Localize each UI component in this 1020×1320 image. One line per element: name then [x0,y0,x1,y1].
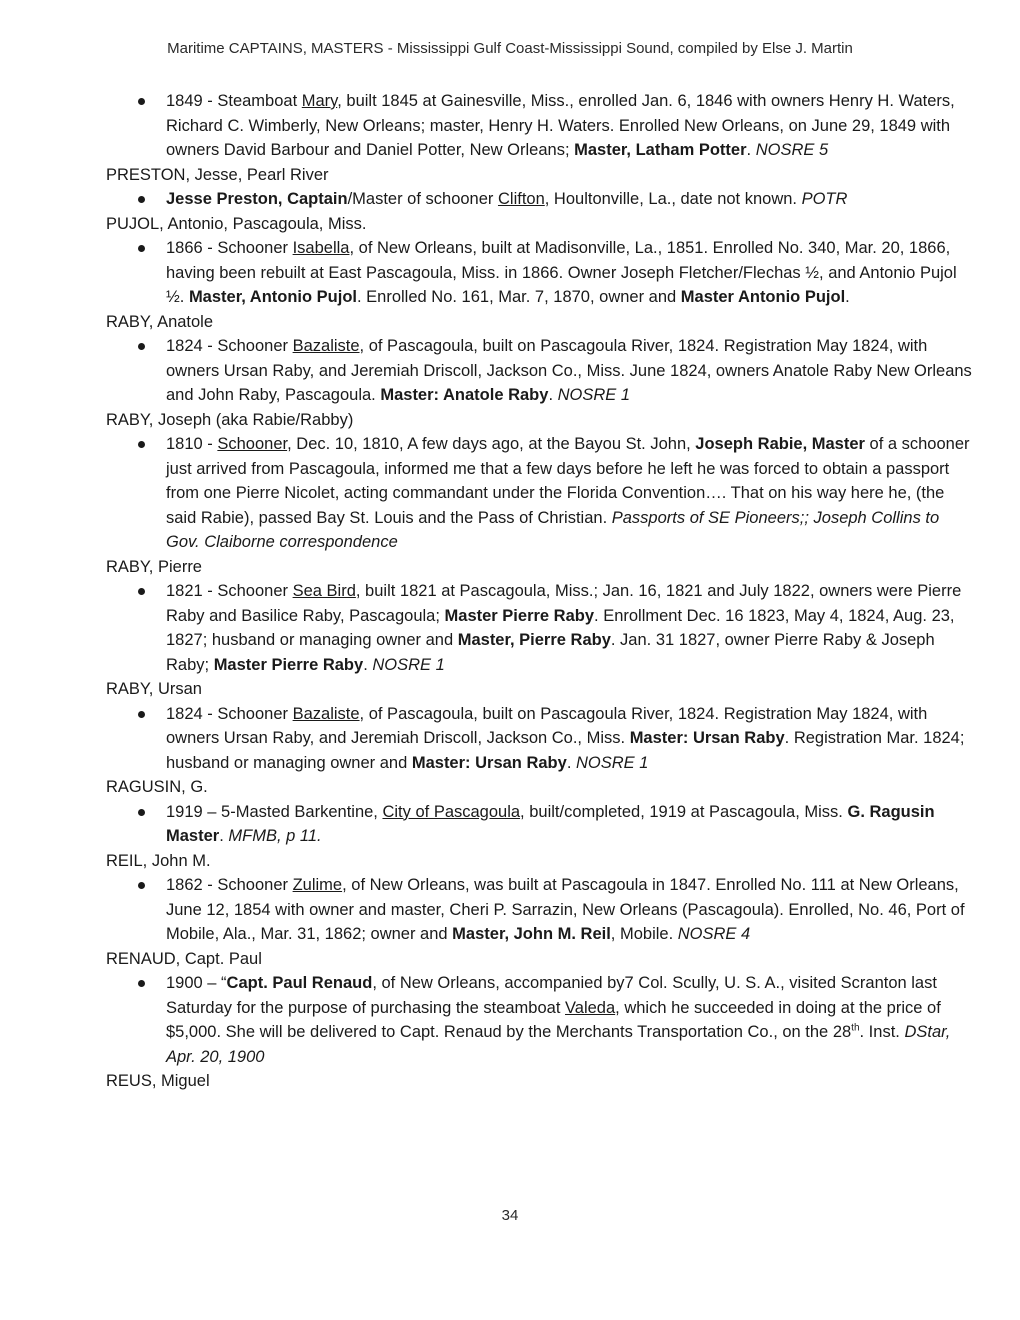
entry-item [106,873,976,947]
entry-items [106,432,976,555]
source-citation: POTR [801,190,848,208]
master-highlight: Master, Pierre Raby [457,631,611,649]
source-citation: Passports of SE Pioneers;; Joseph Collins to Gov. Claiborne correspondence [166,508,940,551]
master-highlight: Joseph Rabie, Master [695,435,865,453]
captain-name: RAGUSIN, G. [106,778,208,796]
entry-text: . [566,753,576,772]
entry-item [106,236,976,310]
captain-name: PUJOL, Antonio, Pascagoula, Miss. [106,214,367,233]
entry-items [106,873,976,947]
entry-text: 1866 - Schooner [166,239,293,257]
running-header: Maritime CAPTAINS, MASTERS - Mississippi Gulf Coast-Mississippi Sound, compiled by Else J. Martin [167,40,853,57]
vessel-name: Mary [301,92,338,110]
master-highlight: Capt. Paul Renaud [226,974,373,992]
entry-list [106,89,976,1094]
master-highlight: G. Ragusin Master [166,802,935,845]
entry-text: of a schooner just arrived from Pascagoula, informed me that a few days before he left he was forced to obtain a passport from one Pierre Nicolet, acting commandant under the Florida Convention…. That on his way here he, (the said Rabie), passed Bay St. Louis and the Pass of Christian. [166,435,970,527]
source-citation: NOSRE 1 [576,753,649,772]
entry-text: , built/completed, 1919 at Pascagoula, Miss. [520,802,848,821]
captain-name: REIL, John M. [106,851,211,870]
continued-entry-items [106,89,976,163]
master-highlight: Master: Ursan Raby [629,729,785,747]
entry-text: . [746,141,756,159]
vessel-name: Zulime [292,876,343,894]
entry-item [106,579,976,677]
entry-item [106,187,976,212]
master-highlight: Master, Latham Potter [574,141,747,159]
vessel-name: Valeda [565,998,616,1017]
entry-items [106,579,976,677]
entry-items [106,971,976,1069]
entry-item [106,702,976,776]
entry-text: . Enrollment Dec. 16 1823, May 4, 1824, Aug. 23, 1827; husband or managing owner and [166,606,955,649]
page-number: 34 [501,1207,519,1224]
entry-item [106,800,976,849]
entry-text: 1919 – 5-Masted Barkentine, [166,802,383,821]
entry-text: , built 1821 at Pascagoula, Miss.; Jan. 16, 1821 and July 1822, owners were Pierre Raby and Basilice Raby, Pascagoula; [166,582,962,625]
entry-text: /Master of schooner [347,190,498,208]
vessel-name: City of Pascagoula [382,802,521,821]
vessel-name: Bazaliste [292,704,360,723]
captain-name: RABY, Pierre [106,557,202,576]
entry-items [106,800,976,849]
vessel-name: Isabella [292,239,350,257]
entry-text: , which he succeeded in doing at the price of $5,000. She will be delivered to Capt. Renaud by the Merchants Transportation Co., on the 28 [166,998,941,1041]
master-highlight: Master, Antonio Pujol [188,288,357,306]
entry-text: , of New Orleans, built at Madisonville, La., 1851. Enrolled No. 340, Mar. 20, 1866, having been rebuilt at East Pascagoula, Miss. in 1866. Owner Joseph Fletcher/Flechas ½, and Antonio Pujol ½. [166,239,957,306]
source-citation: NOSRE 4 [677,925,751,943]
entry-text: 1821 - Schooner [166,582,293,600]
entry-text: . [363,655,373,674]
master-highlight: Jesse Preston, Captain [166,190,348,208]
entry-text: 1900 – “ [166,974,227,992]
master-highlight: Master, John M. Reil [452,925,611,943]
entry-text: th [851,1022,860,1034]
entry-text: . [219,827,229,845]
entry-text: 1824 - Schooner [166,337,293,355]
captain-name: RABY, Anatole [106,312,214,331]
entry-text: . Enrolled No. 161, Mar. 7, 1870, owner and [357,288,681,306]
entry-text: , of New Orleans, accompanied by7 Col. Scully, U. S. A., visited Scranton last Saturday for the purpose of purchasing the steamboat [166,974,937,1017]
entry-text: . [845,288,850,306]
master-highlight: Master Antonio Pujol [680,288,846,306]
captain-name: RABY, Ursan [106,680,202,698]
entry-text: , of Pascagoula, built on Pascagoula River, 1824. Registration May 1824, with owners Ursan Raby, and Jeremiah Driscoll, Jackson Co., Miss. June 1824, owners Anatole Raby New Orleans and John Raby, Pascagoula. [166,337,972,404]
entry-text: , Houltonville, La., date not known. [544,190,802,208]
source-citation: NOSRE 5 [755,141,829,159]
entry-text: , of New Orleans, was built at Pascagoula in 1847. Enrolled No. 111 at New Orleans, June 12, 1854 with owner and master, Cheri P. Sarrazin, New Orleans (Pascagoula). Enrolled, No. 46, Port of Mobile, Ala., Mar. 31, 1862; owner and [166,876,965,943]
vessel-name: Sea Bird [292,582,356,600]
entry-item [106,971,976,1069]
captain-name: RABY, Joseph (aka Rabie/Rabby) [106,410,354,429]
source-citation: DStar, Apr. 20, 1900 [166,1023,951,1066]
vessel-name: Bazaliste [292,337,360,355]
captain-name: RENAUD, Capt. Paul [106,949,262,968]
entry-text: , built 1845 at Gainesville, Miss., enrolled Jan. 6, 1846 with owners Henry H. Waters, Richard C. Wimberly, New Orleans; master, Henry H. Waters. Enrolled New Orleans, on June 29, 1849 with owners David Barbour and Daniel Potter, New Orleans; [166,92,955,159]
entry-items [106,187,976,212]
entry-text: 1810 - [166,435,218,453]
entry-item [106,334,976,408]
entry-items [106,236,976,310]
entry-item [106,432,976,555]
master-highlight: Master Pierre Raby [213,655,364,674]
entry-text: 1824 - Schooner [166,704,293,723]
entry-text: . Inst. [859,1023,905,1041]
entry-text: 1862 - Schooner [166,876,293,894]
entry-text: . Registration Mar. 1824; husband or managing owner and [166,729,965,772]
entry-text: . [548,386,558,404]
entry-text: , Dec. 10, 1810, A few days ago, at the Bayou St. John, [287,435,696,453]
entry-text: 1849 - Steamboat [166,92,302,110]
entry-item [106,89,976,163]
captain-name: REUS, Miguel [106,1072,210,1090]
captain-name: PRESTON, Jesse, Pearl River [106,165,329,184]
master-highlight: Master: Ursan Raby [411,753,567,772]
source-citation: NOSRE 1 [372,655,445,674]
source-citation: MFMB, p 11. [228,827,322,845]
entry-text: . Jan. 31 1827, owner Pierre Raby & Joseph Raby; [166,631,935,674]
entry-items [106,702,976,776]
entry-text: , Mobile. [610,925,678,943]
source-citation: NOSRE 1 [557,386,631,404]
vessel-name: Clifton [497,190,545,208]
entry-text: , of Pascagoula, built on Pascagoula River, 1824. Registration May 1824, with owners Ursan Raby, and Jeremiah Driscoll, Jackson Co., Miss. [166,704,928,747]
master-highlight: Master Pierre Raby [444,606,595,625]
master-highlight: Master: Anatole Raby [380,386,549,404]
vessel-name: Schooner [217,435,288,453]
entry-items [106,334,976,408]
